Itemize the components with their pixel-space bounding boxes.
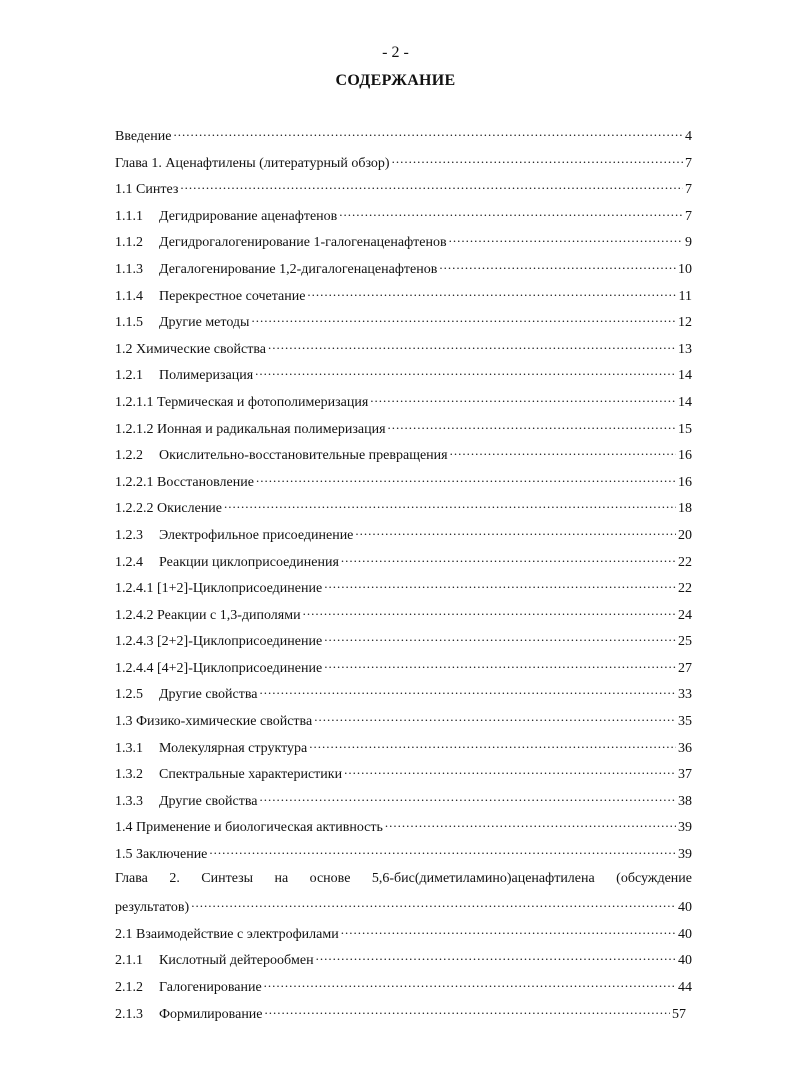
toc-entry-page: 40: [678, 926, 692, 942]
toc-entry-label: 1.2.4.3 [2+2]-Циклоприсоединение: [115, 634, 323, 650]
toc-leader-dots: [303, 605, 676, 619]
toc-entry: [115, 552, 692, 579]
toc-leader-dots: [209, 844, 676, 858]
toc-entry: [115, 392, 692, 419]
toc-entry-label: Другие свойства: [159, 687, 258, 703]
toc-entry-page: 24: [678, 607, 692, 623]
toc-entry: [115, 206, 692, 233]
toc-entry: [115, 419, 692, 446]
toc-entry-page: 18: [678, 501, 692, 517]
toc-entry-label: 1.2 Химические свойства: [115, 341, 266, 357]
toc-entry-label: Окислительно-восстановительные превращения: [159, 448, 448, 464]
toc-entry-page: 22: [678, 581, 692, 597]
toc-entry-label: 1.2.1.1 Термическая и фотополимеризация: [115, 394, 369, 410]
toc-entry-number: 1.1.5: [115, 315, 143, 331]
toc-entry-label: 1.2.4.1 [1+2]-Циклоприсоединение: [115, 581, 323, 597]
toc-entry-number: 1.2.3: [115, 527, 143, 543]
toc-entry-number: 1.2.2: [115, 448, 143, 464]
toc-entry-page: 11: [678, 288, 692, 304]
toc-entry-page: 57: [672, 1006, 686, 1022]
toc-leader-dots: [450, 445, 676, 459]
toc-entry-page: 39: [678, 820, 692, 836]
toc-leader-dots: [256, 472, 676, 486]
toc-leader-dots: [191, 897, 676, 911]
toc-entry: [115, 605, 692, 632]
toc-entry-page: 9: [685, 235, 692, 251]
toc-leader-dots: [324, 658, 676, 672]
toc-entry-label: 1.2.1.2 Ионная и радикальная полимеризация: [115, 421, 386, 437]
toc-entry-page: 16: [678, 474, 692, 490]
toc-leader-dots: [370, 392, 676, 406]
toc-leader-dots: [388, 419, 676, 433]
toc-entry-page: 44: [678, 980, 692, 995]
toc-entry-page: 14: [678, 394, 692, 410]
toc-entry-number: 1.3.2: [115, 767, 143, 783]
toc-entry-page: 13: [678, 341, 692, 357]
toc-leader-dots: [224, 498, 676, 512]
toc-entry-label: Дегалогенирование 1,2-дигалогенаценафтенов: [159, 261, 438, 277]
toc-entry: [115, 950, 692, 977]
toc-leader-dots: [341, 924, 676, 938]
toc-leader-dots: [339, 206, 683, 220]
toc-entry: [115, 232, 692, 259]
toc-entry-label: Глава 2. Синтезы на основе 5,6-бис(диметиламино)аценафтилена (обсуждение: [115, 870, 692, 886]
toc-entry-number: 1.3.3: [115, 793, 143, 809]
toc-entry-page: 16: [678, 448, 692, 464]
toc-entry: [115, 578, 692, 605]
toc-entry-page: 27: [678, 660, 692, 676]
toc-entry-page: 33: [678, 687, 692, 703]
toc-leader-dots: [449, 232, 683, 246]
toc-entry-number: 1.2.1: [115, 368, 143, 384]
toc-entry-label: Глава 1. Аценафтилены (литературный обзор): [115, 155, 390, 171]
toc-leader-dots: [392, 153, 683, 167]
toc-entry-label: Спектральные характеристики: [159, 767, 343, 783]
toc-leader-dots: [264, 977, 676, 991]
toc-entry-label: Формилирование: [159, 1006, 263, 1022]
toc-entry-number: 2.1.1: [115, 953, 143, 969]
toc-entry-label: 2.1 Взаимодействие с электрофилами: [115, 926, 339, 942]
toc-entry-page: 7: [685, 208, 692, 224]
toc-entry-label: 1.5 Заключение: [115, 847, 208, 863]
toc-entry: [115, 711, 692, 738]
toc-entry: [115, 525, 692, 552]
toc-entry-number: 2.1.2: [115, 980, 143, 995]
toc-leader-dots: [385, 817, 676, 831]
toc-entry-label: результатов): [115, 900, 190, 916]
toc-entry-number: 1.3.1: [115, 740, 143, 756]
toc-entry: [115, 498, 692, 525]
toc-entry-number: 1.2.5: [115, 687, 143, 703]
toc-entry: [115, 764, 692, 791]
toc-leader-dots: [344, 764, 676, 778]
toc-entry-page: 12: [678, 315, 692, 331]
toc-entry-page: 20: [678, 527, 692, 543]
toc-entry-page: 10: [678, 261, 692, 277]
toc-entry-number: 1.1.2: [115, 235, 143, 251]
toc-entry: [115, 924, 692, 951]
toc-entry: [115, 153, 692, 180]
page-number: - 2 -: [382, 44, 409, 61]
toc-entry-page: 36: [678, 740, 692, 756]
toc-entry-page: 38: [678, 793, 692, 809]
toc-entry-label: Полимеризация: [159, 368, 254, 384]
toc-leader-dots: [324, 578, 676, 592]
toc-entry-label: Молекулярная структура: [159, 740, 308, 756]
toc-leader-dots: [355, 525, 676, 539]
toc-leader-dots: [316, 950, 676, 964]
toc-entry: [115, 684, 692, 711]
toc-entry-label: Другие методы: [159, 315, 250, 331]
toc-entry-label: 1.4 Применение и биологическая активность: [115, 820, 383, 836]
toc-entry: [115, 259, 692, 286]
toc-entry-label: 1.2.4.2 Реакции с 1,3-диполями: [115, 607, 301, 623]
toc-entry-label: 1.3 Физико-химические свойства: [115, 714, 313, 730]
toc-leader-dots: [265, 1004, 670, 1018]
toc-leader-dots: [309, 738, 676, 752]
toc-entry: [115, 179, 692, 206]
toc-entry-label: 1.2.2.2 Окисление: [115, 501, 223, 517]
toc-entry-number: 1.2.4: [115, 554, 143, 570]
toc-entry-label: 1.2.2.1 Восстановление: [115, 474, 254, 490]
toc-entry-page: 37: [678, 767, 692, 783]
toc-entry: [115, 472, 692, 499]
toc-leader-dots: [268, 339, 676, 353]
toc-leader-dots: [314, 711, 676, 725]
toc-entry-label: Другие свойства: [159, 793, 258, 809]
toc-leader-dots: [307, 286, 676, 300]
toc-entry-page: 14: [678, 368, 692, 384]
toc-entry: [115, 844, 692, 871]
toc-entry-page: 4: [685, 129, 692, 144]
toc-entry-page: 35: [678, 714, 692, 730]
toc-entry: [115, 445, 692, 472]
toc-entry: [115, 286, 692, 313]
toc-leader-dots: [255, 365, 676, 379]
table-of-contents: [115, 126, 692, 1030]
toc-leader-dots: [439, 259, 676, 273]
toc-entry: [115, 658, 692, 685]
toc-entry-page: 40: [678, 900, 692, 916]
toc-entry-wrapped-line1: [115, 871, 692, 898]
toc-entry-number: 1.1.4: [115, 288, 143, 304]
toc-entry-label: Галогенирование: [159, 980, 262, 995]
toc-entry: [115, 126, 692, 153]
toc-entry: [115, 817, 692, 844]
toc-leader-dots: [180, 179, 683, 193]
toc-entry: [115, 312, 692, 339]
toc-entry-label: Дегидрирование аценафтенов: [159, 208, 338, 224]
toc-leader-dots: [260, 684, 676, 698]
toc-entry-label: Электрофильное присоединение: [159, 527, 354, 543]
toc-entry: [115, 1004, 692, 1031]
toc-leader-dots: [341, 552, 676, 566]
page-title: СОДЕРЖАНИЕ: [335, 72, 456, 89]
toc-leader-dots: [324, 631, 676, 645]
toc-entry: [115, 631, 692, 658]
toc-entry: [115, 738, 692, 765]
toc-entry-page: 7: [685, 155, 692, 171]
toc-entry: [115, 977, 692, 1004]
toc-leader-dots: [260, 791, 676, 805]
toc-entry-page: 15: [678, 421, 692, 437]
toc-entry-label: Дегидрогалогенирование 1-галогенаценафтенов: [159, 235, 447, 251]
toc-entry: [115, 339, 692, 366]
toc-entry-label: Кислотный дейтерообмен: [159, 953, 314, 969]
toc-entry-number: 1.1.1: [115, 208, 143, 224]
toc-entry: [115, 365, 692, 392]
toc-entry-page: 39: [678, 847, 692, 863]
toc-entry-page: 25: [678, 634, 692, 650]
toc-entry-number: 1.1.3: [115, 261, 143, 277]
toc-entry: [115, 791, 692, 818]
toc-leader-dots: [173, 126, 683, 140]
toc-entry-label: Реакции циклоприсоединения: [159, 554, 339, 570]
toc-entry-wrapped-line2: [115, 897, 692, 924]
toc-entry-label: 1.1 Синтез: [115, 182, 179, 198]
toc-leader-dots: [251, 312, 676, 326]
toc-entry-label: Перекрестное сочетание: [159, 288, 306, 304]
toc-entry-label: Введение: [115, 129, 172, 144]
toc-entry-label: 1.2.4.4 [4+2]-Циклоприсоединение: [115, 660, 323, 676]
toc-entry-page: 40: [678, 953, 692, 969]
toc-entry-number: 2.1.3: [115, 1006, 143, 1022]
toc-entry-page: 7: [685, 182, 692, 198]
toc-entry-page: 22: [678, 554, 692, 570]
